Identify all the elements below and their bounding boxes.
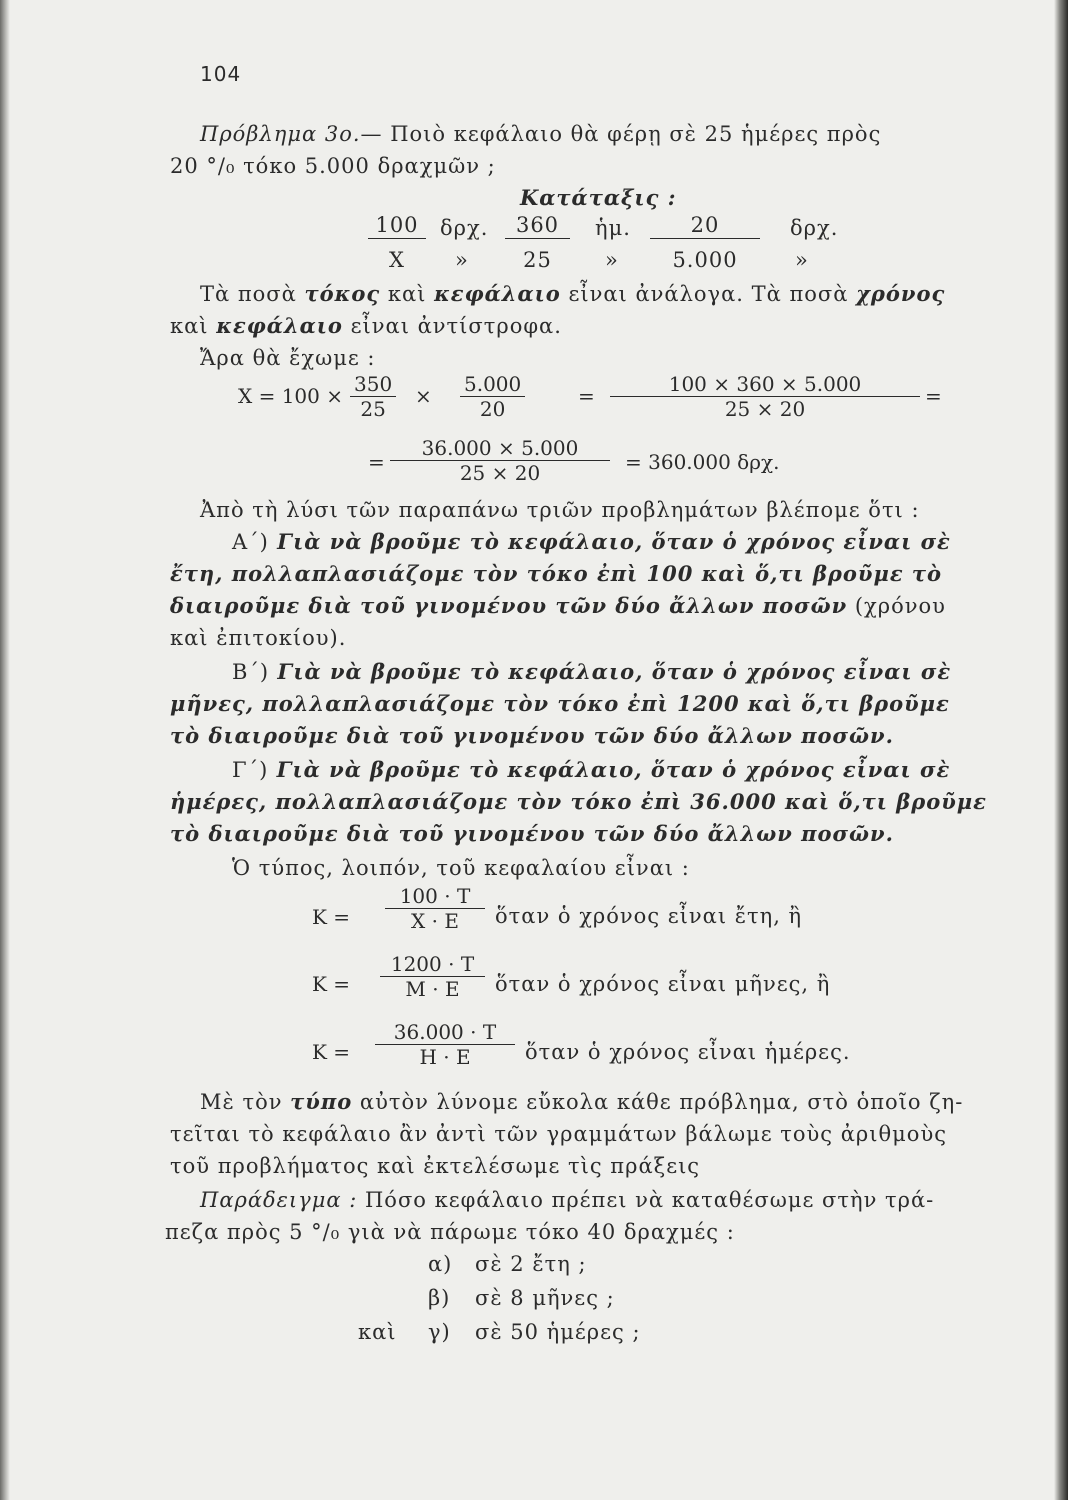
- kat-r1-c4: ἡμ.: [595, 216, 631, 240]
- formula-3-num: 36.000 · T: [375, 1020, 515, 1045]
- formula-intro: Ὁ τύπος, λοιπόν, τοῦ κεφαλαίου εἶναι :: [232, 856, 690, 880]
- rule-c-line-2: ἡμέρες, πολλαπλασιάζομε τὸν τόκο ἐπὶ 36.000 καὶ ὅ,τι βροῦμε: [170, 789, 987, 814]
- formula-2-note: ὅταν ὁ χρόνος εἶναι μῆνες, ἢ: [495, 972, 831, 996]
- eq2-den: 25 × 20: [459, 461, 541, 485]
- relation-line-1: [200, 278, 945, 310]
- ara-line: Ἄρα θὰ ἔχωμε :: [200, 346, 376, 370]
- conclusion-line: Ἀπὸ τὴ λύσι τῶν παραπάνω τριῶν προβλημάτων βλέπομε ὅτι :: [200, 498, 920, 522]
- example-item-prefix: καὶ: [358, 1320, 397, 1344]
- example-item-label: γ): [428, 1320, 451, 1344]
- eq1-fraction-1: [350, 372, 396, 421]
- eq1-fraction-2: [460, 372, 525, 421]
- rule-a-text: διαιροῦμε διὰ τοῦ γινομένου τῶν δύο ἄλλων ποσῶν: [170, 593, 848, 618]
- kat-r2-c5: 5.000: [672, 248, 738, 272]
- formula-1-fraction: [385, 884, 485, 933]
- relation-text: καὶ: [380, 282, 435, 306]
- formula-2-fraction: [380, 952, 485, 1001]
- example-item-text: σὲ 50 ἡμέρες ;: [475, 1320, 641, 1344]
- rule-b-line-3: τὸ διαιροῦμε διὰ τοῦ γινομένου τῶν δύο ἄλλων ποσῶν.: [170, 723, 894, 748]
- kat-r1-c2: δρχ.: [440, 216, 489, 240]
- usage-line-1: [200, 1086, 963, 1118]
- kat-r1-c5: 20: [650, 212, 760, 239]
- relation-term: κεφάλαιο: [434, 281, 561, 306]
- eq1-f2-den: 20: [479, 397, 506, 421]
- example-label: Παράδειγμα :: [200, 1188, 358, 1212]
- relation-term: χρόνος: [856, 281, 946, 306]
- relation-text: Τὰ ποσὰ: [200, 282, 305, 306]
- problem-label: Πρόβλημα 3ο.: [200, 122, 361, 146]
- rule-c-text: Γιὰ νὰ βροῦμε τὸ κεφάλαιο, ὅταν ὁ χρόνος εἶναι σὲ: [268, 757, 951, 782]
- rule-a-text: Γιὰ νὰ βροῦμε τὸ κεφάλαιο, ὅταν ὁ χρόνος εἶναι σὲ: [268, 529, 951, 554]
- kat-r2-c6: »: [795, 248, 809, 272]
- usage-line-2: τεῖται τὸ κεφάλαιο ἂν ἀντὶ τῶν γραμμάτων βάλωμε τοὺς ἀριθμοὺς: [170, 1122, 947, 1146]
- example-line-2: πεζα πρὸς 5 °/₀ γιὰ νὰ πάρωμε τόκο 40 δραχμές :: [165, 1220, 735, 1244]
- example-text: Πόσο κεφάλαιο πρέπει νὰ καταθέσωμε στὴν τρά-: [357, 1188, 935, 1212]
- problem-text-1: — Ποιὸ κεφάλαιο θὰ φέρῃ σὲ 25 ἡμέρες πρὸς: [360, 122, 882, 146]
- formula-1-den: X · E: [411, 909, 459, 933]
- formula-3-den: H · E: [419, 1045, 471, 1069]
- rule-a-tail: (χρόνου: [847, 594, 946, 618]
- eq1-fraction-3: [610, 372, 920, 421]
- formula-3-lhs: K =: [312, 1040, 351, 1064]
- formula-2-num: 1200 · T: [380, 952, 485, 977]
- eq2-result: = 360.000 δρχ.: [625, 450, 780, 474]
- formula-2-lhs: K =: [312, 972, 351, 996]
- rule-b-line-2: μῆνες, πολλαπλασιάζομε τὸν τόκο ἐπὶ 1200 καὶ ὅ,τι βροῦμε: [170, 691, 950, 716]
- relation-text: εἶναι ἀντίστροφα.: [342, 314, 562, 338]
- formula-3-fraction: [375, 1020, 515, 1069]
- eq1-f1-den: 25: [360, 397, 386, 421]
- kat-r1-c6: δρχ.: [790, 216, 839, 240]
- rule-a-line-4: καὶ ἐπιτοκίου).: [170, 626, 347, 650]
- example-line-1: [200, 1184, 934, 1216]
- rule-a-line-3: [170, 590, 946, 622]
- formula-1-note: ὅταν ὁ χρόνος εἶναι ἔτη, ἢ: [495, 904, 803, 928]
- kat-r2-c1: X: [389, 248, 405, 272]
- rule-c-line-1: [232, 754, 950, 786]
- kat-r2-c4: »: [605, 248, 619, 272]
- example-item-text: σὲ 2 ἔτη ;: [475, 1252, 587, 1276]
- usage-term: τύπο: [290, 1089, 353, 1114]
- eq1-equals: =: [578, 384, 595, 408]
- relation-term: τόκος: [304, 281, 381, 306]
- relation-term: κεφάλαιο: [216, 313, 343, 338]
- rule-c-label: Γ΄): [232, 758, 269, 782]
- formula-1-num: 100 · T: [385, 884, 485, 909]
- relation-text: καὶ: [170, 314, 217, 338]
- kat-r1-c3: 360: [505, 212, 570, 239]
- relation-text: εἶναι ἀνάλογα. Τὰ ποσὰ: [560, 282, 857, 306]
- eq1-times: ×: [415, 384, 432, 408]
- eq1-f3-num: 100 × 360 × 5.000: [610, 372, 920, 397]
- eq2-equals: =: [368, 450, 385, 474]
- usage-line-3: τοῦ προβλήματος καὶ ἐκτελέσωμε τὶς πράξεις: [170, 1154, 701, 1178]
- usage-text: Μὲ τὸν: [200, 1090, 291, 1114]
- rule-b-line-1: [232, 656, 951, 688]
- kat-r1-c1: 100: [368, 212, 426, 239]
- page-edge-right: [1054, 0, 1068, 1500]
- rule-a-line-2: ἔτη, πολλαπλασιάζομε τὸν τόκο ἐπὶ 100 καὶ ὅ,τι βροῦμε τὸ: [170, 561, 943, 586]
- formula-1-lhs: K =: [312, 905, 351, 929]
- relation-line-2: [170, 310, 562, 342]
- example-item-label: β): [428, 1286, 451, 1310]
- rule-a-line-1: [232, 526, 951, 558]
- usage-text: αὐτὸν λύνομε εὔκολα κάθε πρόβλημα, στὸ ὁποῖο ζη-: [352, 1090, 964, 1114]
- page-number: 104: [200, 62, 242, 86]
- page-edge-left: [0, 0, 10, 1500]
- formula-2-den: M · E: [405, 977, 460, 1001]
- rule-b-label: Β΄): [232, 660, 270, 684]
- rule-a-label: Α΄): [232, 530, 269, 554]
- eq1-f1-num: 350: [350, 372, 396, 397]
- problem-line-2: 20 °/₀ τόκο 5.000 δραχμῶν ;: [170, 154, 496, 178]
- eq1-f3-den: 25 × 20: [724, 397, 806, 421]
- example-item-text: σὲ 8 μῆνες ;: [475, 1286, 615, 1310]
- problem-line-1: [200, 118, 881, 150]
- eq2-fraction: [390, 436, 610, 485]
- kat-r2-c2: »: [455, 248, 469, 272]
- rule-b-text: Γιὰ νὰ βροῦμε τὸ κεφάλαιο, ὅταν ὁ χρόνος εἶναι σὲ: [269, 659, 952, 684]
- example-item-label: α): [428, 1252, 453, 1276]
- katataxis-heading: Κατάταξις :: [520, 185, 677, 210]
- eq2-num: 36.000 × 5.000: [390, 436, 610, 461]
- kat-r2-c3: 25: [523, 248, 552, 272]
- eq1-f2-num: 5.000: [460, 372, 525, 397]
- eq1-equals-end: =: [925, 384, 942, 408]
- formula-3-note: ὅταν ὁ χρόνος εἶναι ἡμέρες.: [525, 1040, 851, 1064]
- rule-c-line-3: τὸ διαιροῦμε διὰ τοῦ γινομένου τῶν δύο ἄλλων ποσῶν.: [170, 821, 894, 846]
- eq1-lhs: X = 100 ×: [238, 384, 343, 408]
